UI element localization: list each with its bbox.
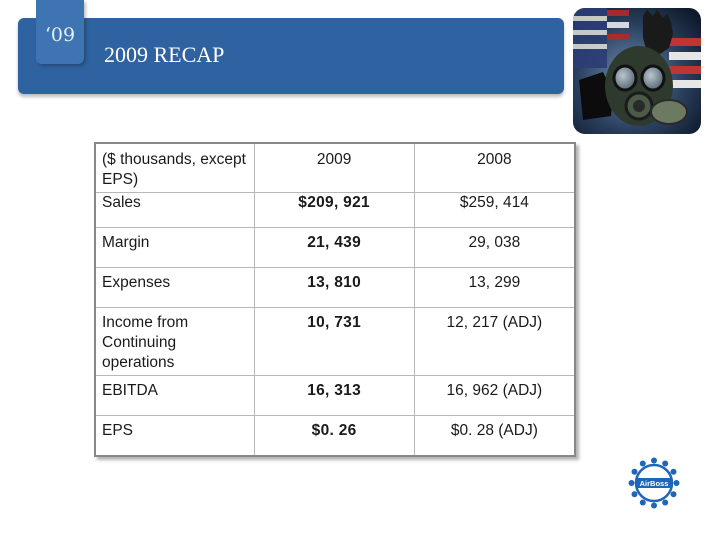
header-bar [18,18,564,94]
row-value-2008: 16, 962 (ADJ) [414,376,575,416]
header-cell-units: ($ thousands, except EPS) [95,143,254,193]
table-row [95,416,575,457]
table-header-row [95,143,575,193]
row-label-sales: Sales [95,193,254,228]
gas-mask-photo [573,8,701,134]
table-row [95,308,575,376]
recap-table [94,142,576,457]
slide-title: 2009 RECAP [104,42,225,67]
table-row [95,376,575,416]
row-value-2008: 12, 217 (ADJ) [414,308,575,376]
row-value-2009: $209, 921 [254,193,414,228]
row-value-2009: 21, 439 [254,228,414,268]
row-value-2008: 13, 299 [414,268,575,308]
header-cell-2008: 2008 [414,143,575,193]
row-label-expenses: Expenses [95,268,254,308]
row-label-margin: Margin [95,228,254,268]
row-label-eps: EPS [95,416,254,457]
row-value-2008: 29, 038 [414,228,575,268]
row-value-2008: $259, 414 [414,193,575,228]
row-value-2009: 16, 313 [254,376,414,416]
row-label-ebitda: EBITDA [95,376,254,416]
row-value-2009: $0. 26 [254,416,414,457]
row-label-income: Income from Continuing operations [95,308,254,376]
year-tab-label: ‘09 [44,24,76,46]
table-row [95,268,575,308]
row-value-2008: $0. 28 (ADJ) [450,422,538,439]
table-row [95,228,575,268]
airboss-logo [628,457,680,509]
year-tab [36,0,84,64]
header-cell-2009: 2009 [254,143,414,193]
logo-text: AirBoss [639,479,669,488]
row-value-2009: 10, 731 [254,308,414,376]
table-row [95,193,575,228]
row-value-2009: 13, 810 [254,268,414,308]
